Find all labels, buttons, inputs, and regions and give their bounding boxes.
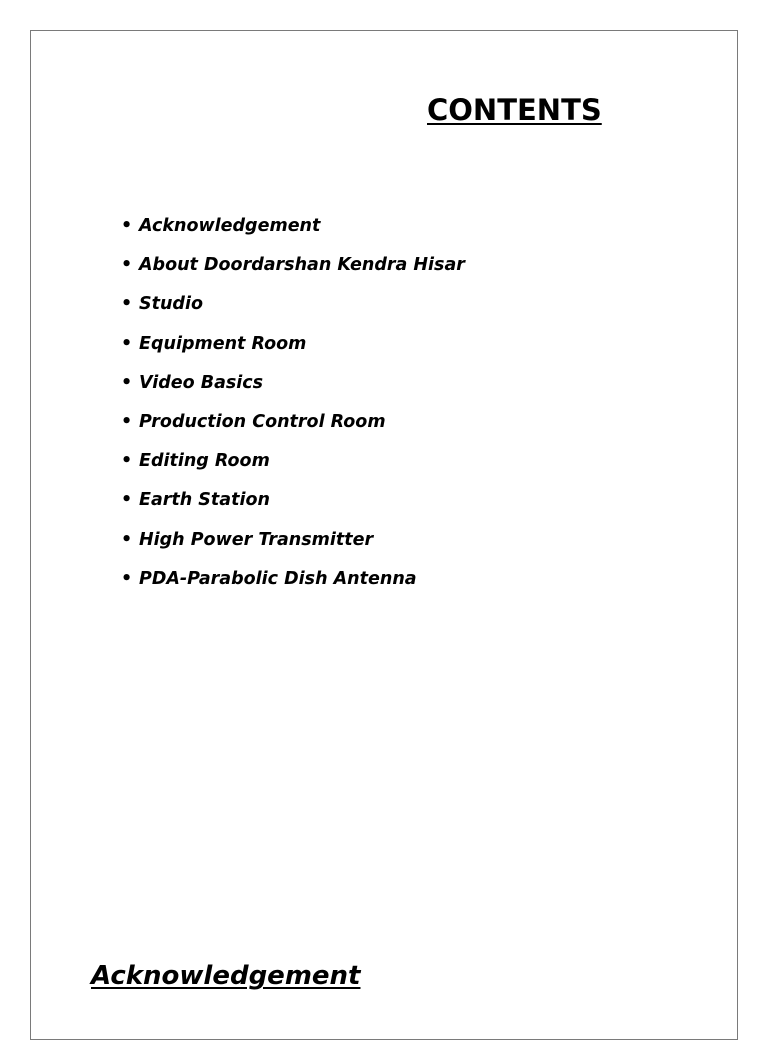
bullet-icon: •	[121, 529, 133, 550]
contents-list	[121, 212, 465, 604]
bullet-icon: •	[121, 255, 133, 276]
acknowledgement-heading: Acknowledgement	[91, 961, 361, 991]
contents-item-label: Production Control Room	[139, 411, 386, 432]
contents-item-label: About Doordarshan Kendra Hisar	[139, 255, 465, 276]
contents-item	[121, 447, 465, 486]
contents-item-label: Studio	[139, 294, 203, 315]
contents-item	[121, 526, 465, 565]
bullet-icon: •	[121, 216, 133, 236]
contents-item	[121, 369, 465, 408]
contents-item	[121, 486, 465, 525]
contents-item	[121, 251, 465, 290]
contents-item-label: Editing Room	[139, 451, 270, 472]
contents-item-label: Video Basics	[139, 372, 264, 393]
contents-item-label: High Power Transmitter	[139, 529, 374, 550]
bullet-icon: •	[121, 568, 133, 589]
contents-title: CONTENTS	[427, 93, 602, 127]
contents-item	[121, 330, 465, 369]
bullet-icon: •	[121, 411, 133, 432]
bullet-icon: •	[121, 490, 133, 511]
contents-item-label: Acknowledgement	[139, 216, 321, 236]
contents-item-label: Earth Station	[139, 490, 270, 511]
contents-item-label: Equipment Room	[139, 333, 307, 354]
contents-item-label: PDA-Parabolic Dish Antenna	[139, 568, 417, 589]
contents-item	[121, 290, 465, 329]
contents-item	[121, 212, 465, 251]
bullet-icon: •	[121, 372, 133, 393]
bullet-icon: •	[121, 333, 133, 354]
bullet-icon: •	[121, 294, 133, 315]
bullet-icon: •	[121, 451, 133, 472]
contents-item	[121, 408, 465, 447]
contents-item	[121, 565, 465, 604]
